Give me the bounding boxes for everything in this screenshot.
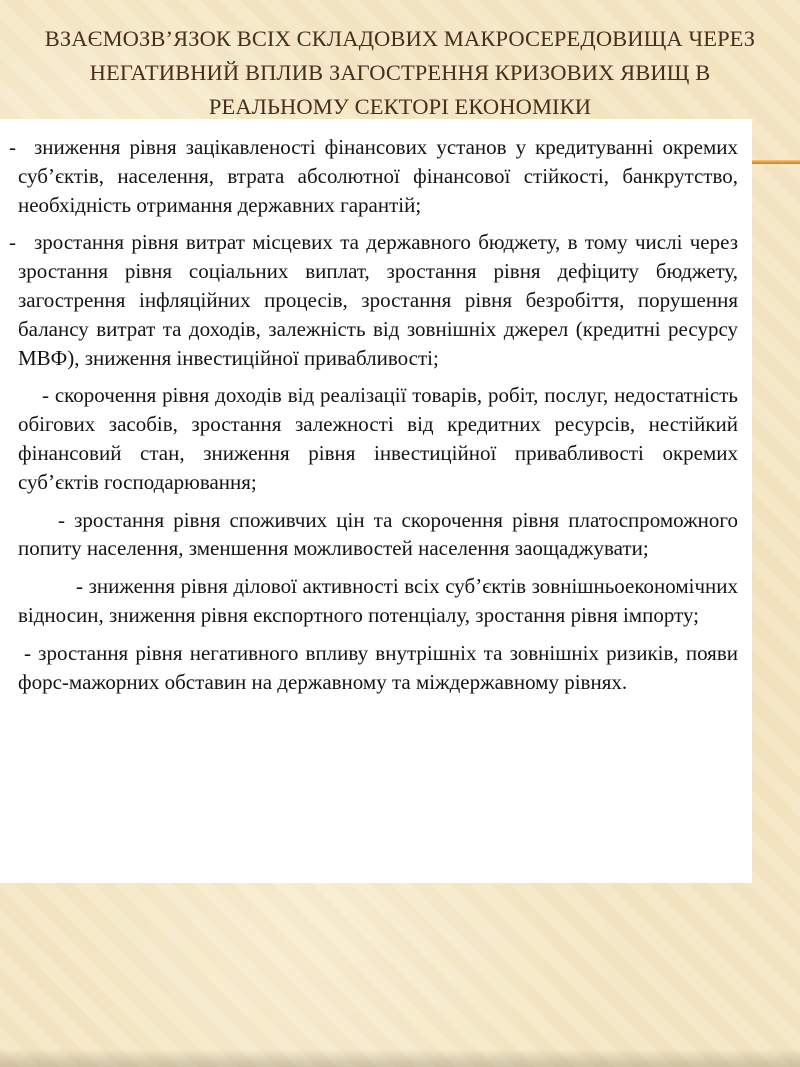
bullet-text: - зростання рівня негативного впливу внутрішніх та зовнішніх ризиків, появи форс-мажорних обставин на державному та міждержавному рівнях. (18, 640, 738, 694)
bullet-text: - зростання рівня споживчих цін та скорочення рівня платоспроможного попиту населення, зменшення можливостей населення заощаджувати; (18, 507, 738, 561)
bullet-item (9, 228, 738, 372)
bullet-item (18, 639, 738, 697)
bullet-text: - зниження рівня ділової активності всіх суб’єктів зовнішньоекономічних відносин, зниження рівня експортного потенціалу, зростання рівня імпорту; (18, 574, 738, 627)
bullet-item (9, 133, 738, 219)
bullet-item (18, 381, 738, 496)
slide-title: ВЗАЄМОЗВ’ЯЗОК ВСІХ СКЛАДОВИХ МАКРОСЕРЕДОВИЩА ЧЕРЕЗ НЕГАТИВНИЙ ВПЛИВ ЗАГОСТРЕННЯ КРИЗОВИХ ЯВИЩ В РЕАЛЬНОМУ СЕКТОРІ ЕКОНОМІКИ (44, 26, 756, 119)
dash-marker: - (9, 135, 16, 159)
slide-bottom-shadow (0, 1049, 800, 1067)
accent-divider-line (752, 160, 800, 164)
bullet-text: зниження рівня зацікавленості фінансових установ у кредитуванні окремих суб’єктів, населення, втрата абсолютної фінансової стійкості, банкрутство, необхідність отримання державних гарантій; (18, 135, 738, 217)
bullet-text: - скорочення рівня доходів від реалізації товарів, робіт, послуг, недостатність обігових засобів, зростання залежності від кредитних ресурсів, нестійкий фінансовий стан, зниження рівня інвестиційної привабливості окремих суб’єктів господарювання; (18, 383, 738, 494)
dash-marker: - (9, 230, 16, 255)
bullet-item (18, 572, 738, 630)
content-panel (0, 119, 752, 883)
bullet-item (18, 506, 738, 564)
bullet-text: зростання рівня витрат місцевих та державного бюджету, в тому числі через зростання рівня соціальних виплат, зростання рівня дефіциту бюджету, загострення інфляційних процесів, зростання рівня безробіття, порушення балансу витрат та доходів, залежність від зовнішніх джерел (кредитні ресурсу МВФ), зниження інвестиційної привабливості; (18, 230, 738, 370)
